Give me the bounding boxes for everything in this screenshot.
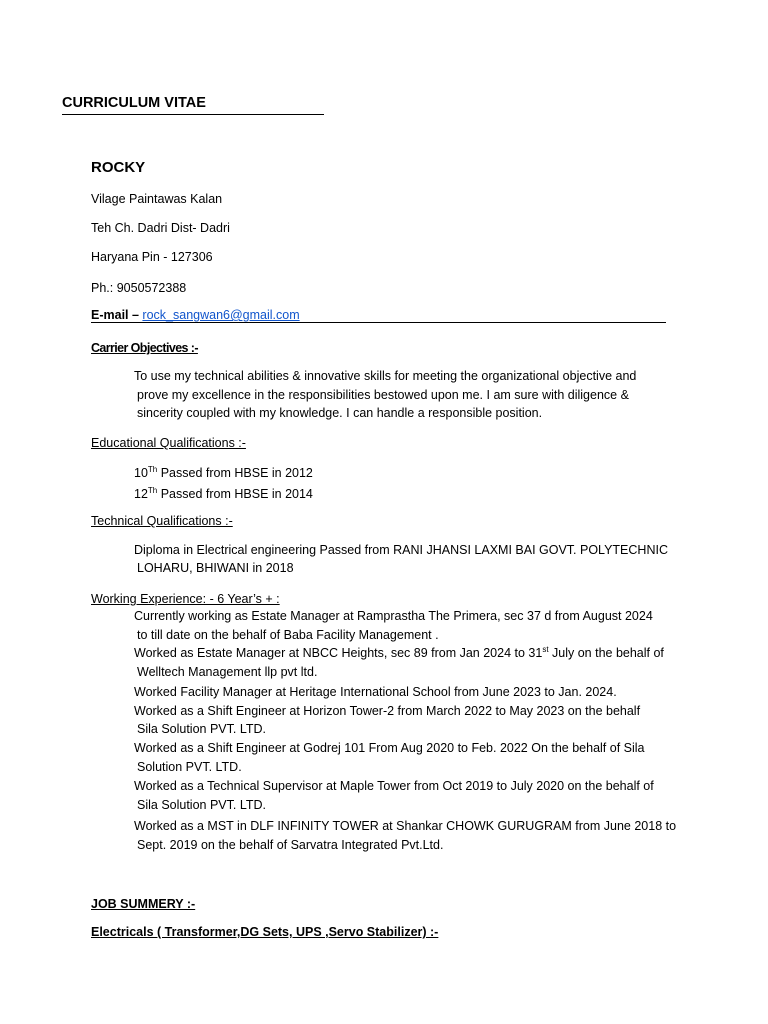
- technical-heading: Technical Qualifications :-: [91, 514, 233, 528]
- education-item-1: 10Th Passed from HBSE in 2012: [134, 464, 313, 480]
- experience-line-10: Worked as a Technical Supervisor at Maple Tower from Oct 2019 to July 2020 on the behalf of: [134, 779, 654, 793]
- email-link[interactable]: rock_sangwan6@gmail.com: [142, 308, 300, 322]
- objective-line-3: sincerity coupled with my knowledge. I can handle a responsible position.: [137, 406, 543, 420]
- experience-line-12: Worked as a MST in DLF INFINITY TOWER at Shankar CHOWK GURUGRAM from June 2018 to: [134, 819, 677, 833]
- experience-line-1: Currently working as Estate Manager at Ramprastha The Primera, sec 37 d from August 2024: [134, 609, 653, 623]
- experience-line-6: Worked as a Shift Engineer at Horizon Tower-2 from March 2022 to May 2023 on the behalf: [134, 704, 641, 718]
- objective-line-2: prove my excellence in the responsibilities bestowed upon me. I am sure with diligence &: [137, 388, 629, 402]
- address-line-1: Vilage Paintawas Kalan: [91, 192, 223, 206]
- email-label: E-mail –: [91, 308, 139, 322]
- electricals-heading: Electricals ( Transformer,DG Sets, UPS ,Servo Stabilizer) :-: [91, 925, 439, 939]
- experience-line-4: Welltech Management llp pvt ltd.: [137, 665, 318, 679]
- objective-line-1: To use my technical abilities & innovative skills for meeting the organizational objective and: [134, 369, 637, 383]
- address-line-2: Teh Ch. Dadri Dist- Dadri: [91, 221, 230, 235]
- title-underline: [62, 114, 324, 115]
- experience-line-7: Sila Solution PVT. LTD.: [137, 722, 266, 736]
- experience-line-13: Sept. 2019 on the behalf of Sarvatra Integrated Pvt.Ltd.: [137, 838, 444, 852]
- experience-line-11: Sila Solution PVT. LTD.: [137, 798, 266, 812]
- experience-heading: Working Experience: - 6 Year’s + :: [91, 592, 280, 606]
- phone-number: Ph.: 9050572388: [91, 281, 187, 295]
- technical-line-2: LOHARU, BHIWANI in 2018: [137, 561, 294, 575]
- candidate-name: ROCKY: [91, 159, 146, 176]
- education-heading: Educational Qualifications :-: [91, 436, 246, 450]
- contact-divider: [91, 322, 666, 323]
- experience-line-8: Worked as a Shift Engineer at Godrej 101 From Aug 2020 to Feb. 2022 On the behalf of Sila: [134, 741, 645, 755]
- technical-line-1: Diploma in Electrical engineering Passed from RANI JHANSI LAXMI BAI GOVT. POLYTECHNIC: [134, 543, 668, 557]
- cv-title: CURRICULUM VITAE: [62, 95, 206, 111]
- experience-line-9: Solution PVT. LTD.: [137, 760, 242, 774]
- job-summary-heading: JOB SUMMERY :-: [91, 897, 196, 911]
- education-item-2: 12Th Passed from HBSE in 2014: [134, 485, 313, 501]
- address-line-3: Haryana Pin - 127306: [91, 250, 213, 264]
- objective-heading: Carrier Objectives :-: [91, 341, 198, 355]
- email-row: [91, 308, 300, 323]
- experience-line-2: to till date on the behalf of Baba Facility Management .: [137, 628, 439, 642]
- experience-line-5: Worked Facility Manager at Heritage International School from June 2023 to Jan. 2024.: [134, 685, 617, 699]
- experience-line-3: Worked as Estate Manager at NBCC Heights, sec 89 from Jan 2024 to 31st July on the behalf of: [134, 644, 664, 660]
